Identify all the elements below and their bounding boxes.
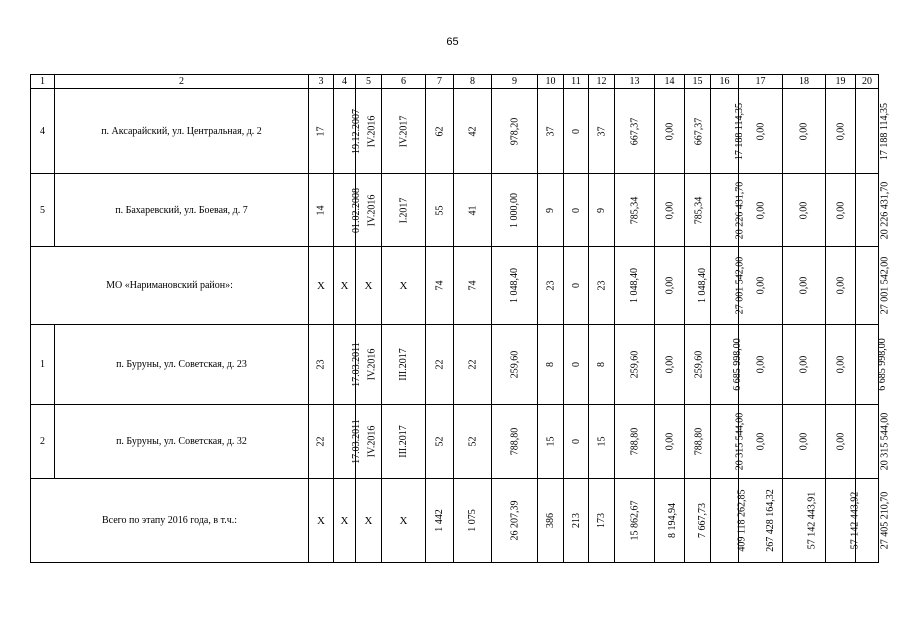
table-row	[31, 89, 879, 174]
value-cell-col-10	[538, 247, 564, 325]
column-number-row	[31, 75, 879, 89]
cell-value: X	[317, 279, 325, 292]
value-cell-col-20	[856, 174, 891, 247]
column-number-14: 14	[655, 75, 685, 89]
column-number-1: 1	[31, 75, 55, 89]
cell-value: 0	[570, 362, 582, 367]
cell-value: 20 315 544,00	[879, 412, 891, 471]
cell-value: 788,80	[693, 427, 705, 456]
cell-value: 0,00	[664, 432, 675, 451]
cell-value: 1 000,00	[509, 192, 520, 228]
cell-value: 0,00	[798, 122, 810, 140]
cell-value: 22	[434, 359, 445, 370]
cell-value: 6 685 998,00	[876, 338, 888, 391]
cell-value: 17.03.2011	[350, 342, 362, 387]
cell-value: X	[399, 514, 408, 527]
value-cell-col-15	[685, 89, 711, 174]
cell-value: 27 001 542,00	[734, 256, 746, 315]
value-cell-col-3	[309, 247, 334, 325]
cell-value: 74	[467, 280, 478, 291]
value-cell-col-18	[783, 89, 826, 174]
value-cell-col-14	[655, 325, 685, 405]
cell-value: 20 226 431,70	[734, 181, 746, 239]
cell-value: 978,20	[509, 117, 520, 145]
value-cell-col-4	[334, 405, 362, 479]
value-cell-col-6	[382, 247, 426, 325]
cell-value: 52	[434, 436, 445, 447]
cell-value: 785,34	[693, 196, 705, 224]
column-number-2: 2	[55, 75, 309, 89]
cell-value: 0,00	[798, 432, 810, 451]
cell-value: IV.2016	[366, 425, 378, 458]
cell-value: 0,00	[835, 355, 846, 374]
value-cell-col-13	[615, 405, 655, 479]
value-cell-col-6	[382, 174, 426, 247]
value-cell-col-15	[685, 247, 711, 325]
value-cell-col-11	[564, 247, 589, 325]
value-cell-col-3	[309, 174, 334, 247]
value-cell-col-12	[589, 247, 615, 325]
value-cell-col-15	[685, 479, 711, 563]
value-cell-col-8	[454, 247, 492, 325]
value-cell-col-4	[334, 247, 356, 325]
value-cell-col-11	[564, 479, 589, 563]
value-cell-col-20	[856, 247, 891, 325]
value-cell-col-19	[826, 325, 856, 405]
value-cell-col-16	[711, 405, 746, 479]
value-cell-col-8	[454, 89, 492, 174]
value-cell-col-9	[492, 174, 538, 247]
value-cell-col-13	[615, 325, 655, 405]
cell-value: 14	[315, 205, 327, 215]
cell-value: X	[340, 514, 349, 527]
cell-value: 27 405 210,70	[879, 491, 891, 550]
value-cell-col-12	[589, 89, 615, 174]
cell-value: 0,00	[835, 122, 846, 140]
value-cell-col-15	[685, 325, 711, 405]
value-cell-col-9	[492, 405, 538, 479]
column-number-8: 8	[454, 75, 492, 89]
cell-value: IV.2016	[366, 348, 378, 381]
value-cell-col-16	[711, 325, 743, 405]
cell-value: 0,00	[664, 122, 675, 140]
data-table	[30, 74, 891, 563]
value-cell-col-7	[426, 174, 454, 247]
value-cell-col-19	[826, 247, 856, 325]
cell-value: 267 428 164,32	[764, 489, 776, 552]
value-cell-col-9	[492, 479, 538, 563]
column-number-10: 10	[538, 75, 564, 89]
value-cell-col-4	[334, 479, 356, 563]
column-number-15: 15	[685, 75, 711, 89]
cell-value: 8 194,94	[667, 503, 678, 538]
value-cell-col-12	[589, 174, 615, 247]
cell-value: 9	[545, 207, 556, 213]
value-cell-col-9	[492, 325, 538, 405]
value-cell-col-10	[538, 325, 564, 405]
cell-value: 0,00	[835, 432, 846, 451]
cell-value: 0,00	[755, 276, 766, 295]
value-cell-col-6	[382, 89, 426, 174]
value-cell-col-14	[655, 174, 685, 247]
table-row	[31, 405, 879, 479]
value-cell-col-16	[711, 174, 746, 247]
cell-value: 0,00	[664, 276, 675, 295]
cell-value: 1 075	[467, 509, 478, 532]
cell-value: 0	[570, 283, 582, 288]
cell-value: 22	[467, 359, 478, 370]
column-number-13: 13	[615, 75, 655, 89]
value-cell-col-7	[426, 247, 454, 325]
cell-value: 409 118 262,85	[736, 489, 748, 552]
value-cell-col-10	[538, 174, 564, 247]
cell-value: 8	[545, 362, 556, 367]
column-number-18: 18	[783, 75, 826, 89]
cell-value: 55	[434, 205, 445, 215]
cell-value: 0,00	[798, 276, 810, 295]
cell-value: 37	[545, 126, 556, 136]
column-number-20: 20	[856, 75, 879, 89]
cell-value: 6 685 998,00	[731, 338, 743, 391]
value-cell-col-3	[309, 479, 334, 563]
cell-value: 0,00	[798, 355, 810, 374]
cell-value: 386	[545, 513, 556, 528]
column-number-9: 9	[492, 75, 538, 89]
cell-value: 41	[467, 205, 478, 215]
cell-value: 667,37	[629, 117, 640, 145]
value-cell-col-11	[564, 405, 589, 479]
value-cell-col-8	[454, 325, 492, 405]
value-cell-col-15	[685, 405, 711, 479]
cell-value: 788,80	[629, 427, 640, 456]
cell-value: IV.2016	[366, 115, 378, 147]
value-cell-col-7	[426, 89, 454, 174]
cell-value: 15 862,67	[629, 500, 641, 541]
value-cell-col-19	[826, 174, 856, 247]
value-cell-col-19	[826, 405, 856, 479]
cell-value: 23	[545, 280, 556, 291]
cell-value: X	[340, 279, 349, 292]
cell-value: 0	[570, 207, 582, 213]
value-cell-col-7	[426, 405, 454, 479]
column-number-5: 5	[356, 75, 382, 89]
cell-value: III.2017	[398, 425, 409, 458]
value-cell-col-18	[783, 247, 826, 325]
value-cell-col-18	[783, 174, 826, 247]
address-cell: п. Буруны, ул. Советская, д. 32	[55, 405, 309, 479]
value-cell-col-13	[615, 479, 655, 563]
value-cell-col-10	[538, 89, 564, 174]
value-cell-col-16	[711, 247, 746, 325]
cell-value: X	[317, 514, 325, 527]
cell-value: 0	[570, 128, 582, 134]
cell-value: X	[399, 279, 408, 292]
value-cell-col-14	[655, 479, 685, 563]
cell-value: 74	[434, 280, 445, 291]
row-number: 2	[31, 405, 55, 479]
group-row	[31, 479, 879, 563]
cell-value: 15	[596, 436, 607, 447]
cell-value: 667,37	[693, 117, 705, 145]
value-cell-col-3	[309, 325, 334, 405]
cell-value: 259,60	[509, 350, 520, 379]
row-number: 5	[31, 174, 55, 247]
value-cell-col-6	[382, 479, 426, 563]
cell-value: 20 315 544,00	[734, 412, 746, 471]
value-cell-col-17	[739, 325, 783, 405]
cell-value: 1 048,40	[629, 268, 640, 303]
value-cell-col-9	[492, 247, 538, 325]
value-cell-col-5	[356, 479, 382, 563]
value-cell-col-13	[615, 89, 655, 174]
value-cell-col-13	[615, 174, 655, 247]
cell-value: I.2017	[398, 197, 409, 223]
cell-value: 7 667,73	[697, 503, 708, 538]
cell-value: 0,00	[798, 201, 810, 219]
value-cell-col-14	[655, 89, 685, 174]
cell-value: X	[364, 279, 373, 292]
value-cell-col-12	[589, 325, 615, 405]
column-number-11: 11	[564, 75, 589, 89]
row-number: 1	[31, 325, 55, 405]
column-number-6: 6	[382, 75, 426, 89]
cell-value: III.2017	[398, 348, 409, 381]
value-cell-col-3	[309, 89, 334, 174]
cell-value: 0,00	[664, 355, 675, 374]
cell-value: 9	[596, 207, 607, 213]
cell-value: IV.2017	[397, 115, 409, 147]
value-cell-col-16	[711, 89, 746, 174]
cell-value: 01.02.2008	[351, 187, 362, 233]
value-cell-col-7	[426, 479, 454, 563]
cell-value: 19.12.2007	[351, 108, 362, 154]
cell-value: 0,00	[755, 122, 766, 140]
page-number: 65	[446, 36, 459, 48]
value-cell-col-11	[564, 89, 589, 174]
cell-value: 15	[545, 436, 556, 447]
cell-value: 17	[315, 126, 327, 136]
value-cell-col-10	[538, 405, 564, 479]
cell-value: X	[364, 514, 373, 527]
group-label: МО «Наримановский район»:	[31, 247, 309, 325]
value-cell-col-13	[615, 247, 655, 325]
cell-value: 20 226 431,70	[879, 181, 891, 239]
column-number-19: 19	[826, 75, 856, 89]
value-cell-col-12	[589, 479, 615, 563]
cell-value: 8	[596, 362, 607, 367]
group-row	[31, 247, 879, 325]
value-cell-col-14	[655, 405, 685, 479]
value-cell-col-11	[564, 174, 589, 247]
value-cell-col-18	[783, 479, 826, 563]
cell-value: 37	[596, 126, 607, 136]
cell-value: 0,00	[755, 355, 766, 374]
value-cell-col-20	[856, 405, 891, 479]
value-cell-col-4	[334, 89, 362, 174]
value-cell-col-19	[826, 479, 861, 563]
value-cell-col-8	[454, 405, 492, 479]
cell-value: 1 048,40	[509, 268, 520, 303]
value-cell-col-17	[739, 89, 783, 174]
cell-value: 57 142 443,92	[849, 491, 861, 550]
value-cell-col-6	[382, 325, 426, 405]
cell-value: 0	[570, 439, 582, 444]
cell-value: 57 142 443,91	[806, 491, 818, 550]
value-cell-col-7	[426, 325, 454, 405]
value-cell-col-18	[783, 405, 826, 479]
cell-value: 259,60	[629, 350, 640, 379]
cell-value: 1 048,40	[697, 268, 708, 303]
value-cell-col-4	[334, 174, 362, 247]
cell-value: 62	[434, 126, 445, 136]
group-label: Всего по этапу 2016 года, в т.ч.:	[31, 479, 309, 563]
value-cell-col-3	[309, 405, 334, 479]
address-cell: п. Бахаревский, ул. Боевая, д. 7	[55, 174, 309, 247]
value-cell-col-6	[382, 405, 426, 479]
column-number-16: 16	[711, 75, 739, 89]
value-cell-col-16	[711, 479, 748, 563]
cell-value: 42	[467, 126, 478, 136]
cell-value: 173	[596, 513, 607, 528]
cell-value: 23	[315, 359, 327, 370]
cell-value: 17 188 114,35	[734, 102, 746, 160]
value-cell-col-20	[856, 325, 888, 405]
value-cell-col-8	[454, 174, 492, 247]
value-cell-col-15	[685, 174, 711, 247]
column-number-12: 12	[589, 75, 615, 89]
cell-value: 788,80	[509, 427, 520, 456]
cell-value: 27 001 542,00	[879, 256, 891, 315]
column-number-7: 7	[426, 75, 454, 89]
table-row	[31, 174, 879, 247]
cell-value: 0,00	[835, 276, 846, 295]
cell-value: 22	[315, 436, 327, 447]
value-cell-col-18	[783, 325, 826, 405]
column-number-4: 4	[334, 75, 356, 89]
cell-value: 52	[467, 436, 478, 447]
cell-value: 0,00	[755, 432, 766, 451]
value-cell-col-4	[334, 325, 362, 405]
cell-value: 17 188 114,35	[879, 102, 891, 160]
cell-value: 259,60	[693, 350, 705, 379]
value-cell-col-12	[589, 405, 615, 479]
table-row	[31, 325, 879, 405]
value-cell-col-8	[454, 479, 492, 563]
cell-value: 0,00	[755, 201, 766, 219]
row-number: 4	[31, 89, 55, 174]
column-number-3: 3	[309, 75, 334, 89]
value-cell-col-10	[538, 479, 564, 563]
cell-value: 26 207,39	[509, 500, 520, 541]
address-cell: п. Буруны, ул. Советская, д. 23	[55, 325, 309, 405]
cell-value: 0,00	[664, 201, 675, 219]
value-cell-col-11	[564, 325, 589, 405]
value-cell-col-20	[856, 89, 891, 174]
value-cell-col-14	[655, 247, 685, 325]
cell-value: 213	[570, 513, 582, 528]
value-cell-col-19	[826, 89, 856, 174]
cell-value: 785,34	[629, 196, 640, 224]
value-cell-col-5	[356, 247, 382, 325]
cell-value: 0,00	[835, 201, 846, 219]
cell-value: 1 442	[434, 509, 445, 532]
cell-value: 17.03.2011	[350, 419, 362, 464]
address-cell: п. Аксарайский, ул. Центральная, д. 2	[55, 89, 309, 174]
column-number-17: 17	[739, 75, 783, 89]
cell-value: 23	[596, 280, 607, 291]
cell-value: IV.2016	[366, 194, 378, 226]
value-cell-col-9	[492, 89, 538, 174]
